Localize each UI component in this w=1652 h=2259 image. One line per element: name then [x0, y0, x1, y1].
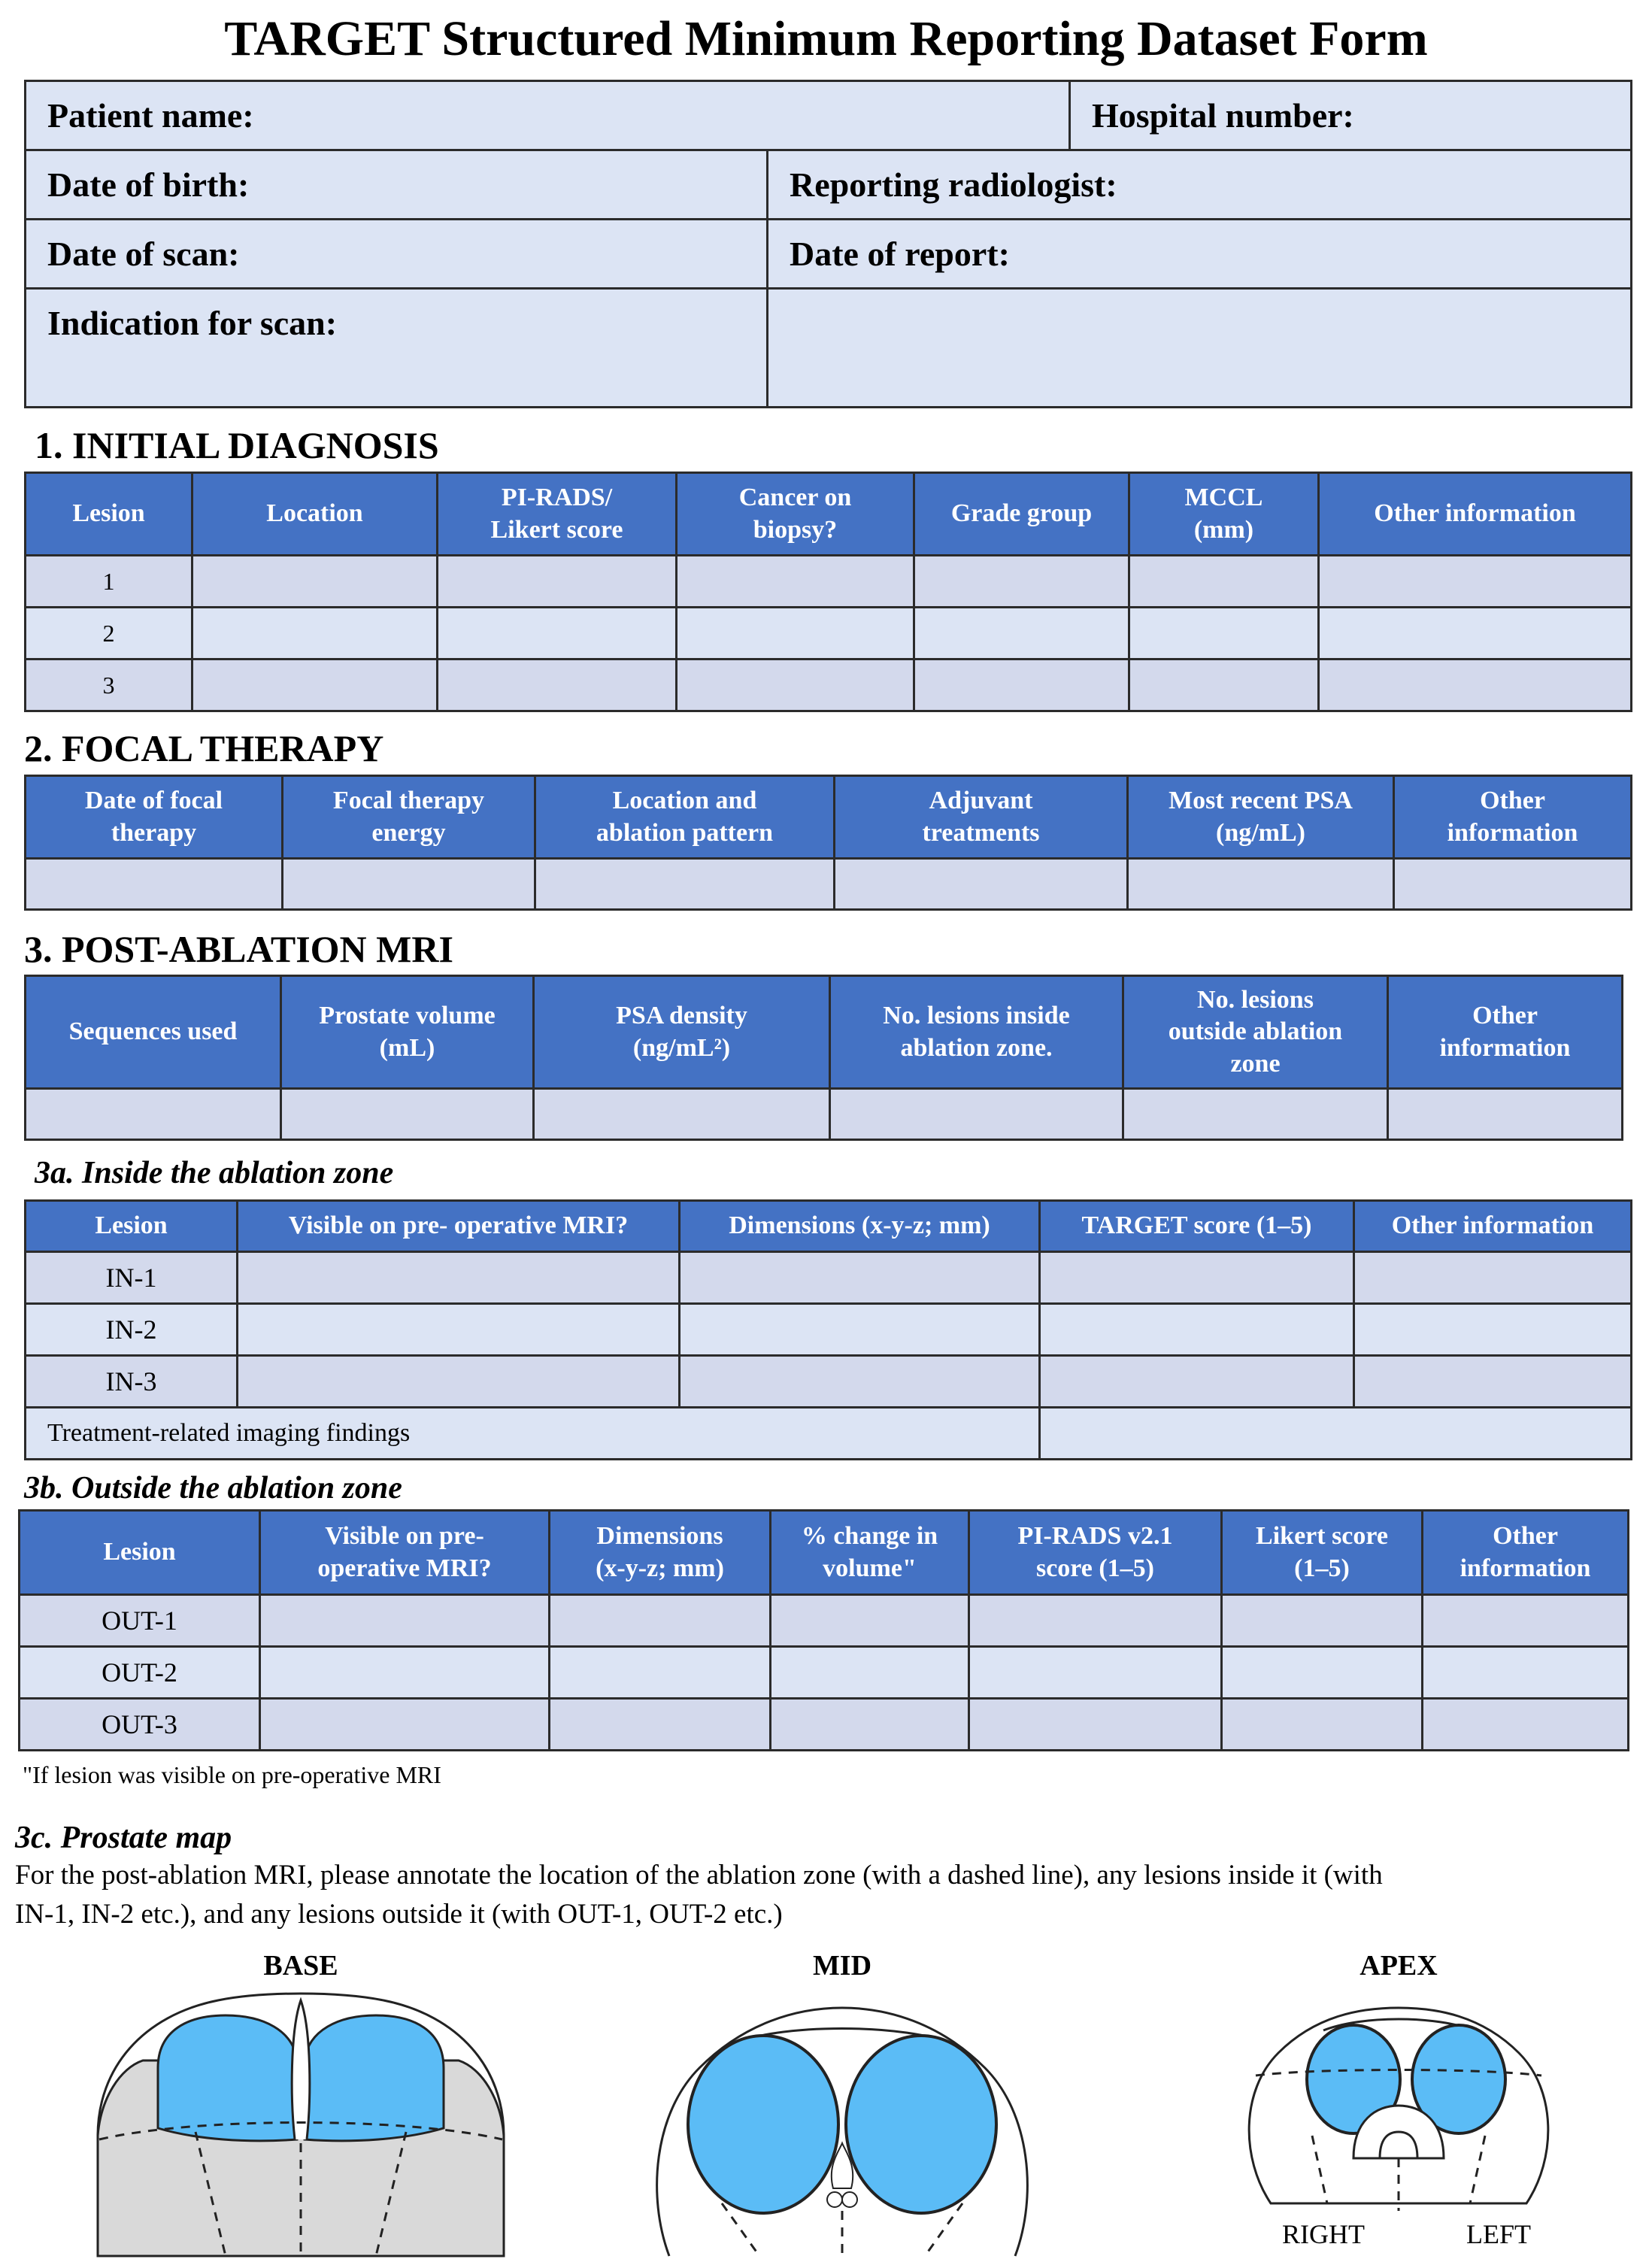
table-row	[26, 608, 1632, 660]
s3b-header-other: Other information	[1423, 1511, 1629, 1595]
s1-cell[interactable]	[1129, 556, 1319, 608]
s3-header-sequences: Sequences used	[26, 976, 281, 1089]
s1-cell[interactable]	[914, 660, 1129, 711]
s3-header-other: Other information	[1388, 976, 1623, 1089]
s3b-header-lesion: Lesion	[20, 1511, 260, 1595]
section-3b-heading: 3b. Outside the ablation zone	[24, 1471, 402, 1505]
section-3a-heading: 3a. Inside the ablation zone	[35, 1156, 394, 1190]
s1-cell[interactable]	[914, 608, 1129, 660]
table-row	[26, 1408, 1632, 1460]
s2-header-date: Date of focal therapy	[26, 776, 283, 859]
s3a-cell[interactable]	[1354, 1252, 1632, 1304]
table-row	[26, 1304, 1632, 1356]
s3a-cell[interactable]	[1040, 1304, 1354, 1356]
s2-cell[interactable]	[26, 859, 283, 910]
s1-header-location: Location	[192, 473, 438, 556]
s1-cell[interactable]	[677, 556, 914, 608]
date-of-birth-label: Date of birth:	[47, 165, 250, 204]
hospital-number-label: Hospital number:	[1092, 96, 1354, 135]
s1-header-grade-group: Grade group	[914, 473, 1129, 556]
s1-cell[interactable]	[1319, 608, 1632, 660]
section-2-heading: 2. FOCAL THERAPY	[24, 727, 384, 769]
table-row	[26, 1089, 1623, 1140]
s3b-row-label: OUT-1	[20, 1595, 260, 1647]
prostate-map-apex[interactable]	[1241, 1985, 1557, 2215]
s1-cell[interactable]	[438, 608, 677, 660]
mid-duct	[827, 2192, 842, 2207]
s3b-cell[interactable]	[550, 1647, 771, 1699]
table-row	[26, 1252, 1632, 1304]
s1-header-lesion: Lesion	[26, 473, 192, 556]
reporting-radiologist-label: Reporting radiologist:	[790, 165, 1117, 204]
s3b-header-change: % change in volume"	[771, 1511, 969, 1595]
prostate-map-mid[interactable]	[647, 1985, 1038, 2259]
s3a-cell[interactable]	[238, 1252, 680, 1304]
indication-label: Indication for scan:	[47, 304, 338, 342]
table-row	[20, 1699, 1629, 1751]
s2-cell[interactable]	[1394, 859, 1632, 910]
s3a-header-visible: Visible on pre- operative MRI?	[238, 1201, 680, 1252]
s3b-header-likert: Likert score (1–5)	[1222, 1511, 1423, 1595]
s3a-row-label: IN-3	[26, 1356, 238, 1408]
s3-header-psa-density: PSA density (ng/mL²)	[534, 976, 830, 1089]
base-left-gland	[158, 2015, 297, 2141]
s1-cell[interactable]	[1319, 660, 1632, 711]
s2-header-other: Other information	[1394, 776, 1632, 859]
table-row	[26, 859, 1632, 910]
s3b-cell[interactable]	[1222, 1647, 1423, 1699]
s1-header-other: Other information	[1319, 473, 1632, 556]
hospital-number-field[interactable]	[1070, 81, 1632, 150]
s3a-row-label: IN-1	[26, 1252, 238, 1304]
s1-row-number: 1	[26, 556, 192, 608]
s3b-cell[interactable]	[969, 1595, 1222, 1647]
s1-cell[interactable]	[677, 660, 914, 711]
table-row	[20, 1595, 1629, 1647]
date-of-birth-field[interactable]	[26, 150, 768, 220]
section-3c-heading: 3c. Prostate map	[15, 1821, 232, 1855]
s3b-cell[interactable]	[550, 1699, 771, 1751]
s3-cell[interactable]	[1388, 1089, 1623, 1140]
treatment-findings-field[interactable]	[1040, 1408, 1632, 1460]
date-of-report-field[interactable]	[768, 220, 1632, 289]
s3b-header-pirads: PI-RADS v2.1 score (1–5)	[969, 1511, 1222, 1595]
s3a-cell[interactable]	[1354, 1356, 1632, 1408]
s3b-row-label: OUT-2	[20, 1647, 260, 1699]
s1-cell[interactable]	[1129, 660, 1319, 711]
s3b-cell[interactable]	[260, 1647, 550, 1699]
s3b-cell[interactable]	[1222, 1699, 1423, 1751]
apex-left-label: LEFT	[1466, 2219, 1531, 2249]
reporting-radiologist-field[interactable]	[768, 150, 1632, 220]
s3b-footnote: "If lesion was visible on pre-operative MRI	[23, 1761, 441, 1788]
s3b-cell[interactable]	[1222, 1595, 1423, 1647]
s2-cell[interactable]	[835, 859, 1128, 910]
apex-right-label: RIGHT	[1282, 2219, 1365, 2249]
s1-cell[interactable]	[438, 660, 677, 711]
s3a-cell[interactable]	[238, 1356, 680, 1408]
s3a-cell[interactable]	[238, 1304, 680, 1356]
s3b-cell[interactable]	[550, 1595, 771, 1647]
s3b-cell[interactable]	[771, 1699, 969, 1751]
s3-header-outside: No. lesions outside ablation zone	[1123, 976, 1388, 1089]
indication-label-cell	[26, 289, 768, 408]
s3b-cell[interactable]	[260, 1699, 550, 1751]
table-row	[26, 556, 1632, 608]
focal-therapy-table	[24, 775, 1632, 911]
s2-header-adjuvant: Adjuvant treatments	[835, 776, 1128, 859]
s3a-cell[interactable]	[1354, 1304, 1632, 1356]
table-row	[26, 1356, 1632, 1408]
map-label-apex: APEX	[1359, 1950, 1438, 1982]
s3a-header-target-score: TARGET score (1–5)	[1040, 1201, 1354, 1252]
s2-header-energy: Focal therapy energy	[283, 776, 535, 859]
prostate-map-base[interactable]	[83, 1985, 519, 2259]
base-right-gland	[305, 2015, 444, 2141]
date-of-scan-label: Date of scan:	[47, 235, 240, 273]
s1-cell[interactable]	[1129, 608, 1319, 660]
s3b-row-label: OUT-3	[20, 1699, 260, 1751]
s1-cell[interactable]	[438, 556, 677, 608]
date-of-scan-field[interactable]	[26, 220, 768, 289]
s2-cell[interactable]	[535, 859, 835, 910]
s1-header-cancer-on-biopsy: Cancer on biopsy?	[677, 473, 914, 556]
s2-header-location: Location and ablation pattern	[535, 776, 835, 859]
s3b-cell[interactable]	[1423, 1699, 1629, 1751]
section-3-heading: 3. POST-ABLATION MRI	[24, 928, 453, 970]
s3-header-inside: No. lesions inside ablation zone.	[830, 976, 1123, 1089]
s3-cell[interactable]	[26, 1089, 281, 1140]
prostate-map-instructions-2: IN-1, IN-2 etc.), and any lesions outside it (with OUT-1, OUT-2 etc.)	[15, 1899, 783, 1930]
section-1-heading: 1. INITIAL DIAGNOSIS	[35, 424, 439, 466]
s1-header-pirads: PI-RADS/ Likert score	[438, 473, 677, 556]
s3a-cell[interactable]	[680, 1304, 1040, 1356]
s2-header-psa: Most recent PSA (ng/mL)	[1128, 776, 1394, 859]
s3b-header-dimensions: Dimensions (x-y-z; mm)	[550, 1511, 771, 1595]
s1-cell[interactable]	[677, 608, 914, 660]
s1-cell[interactable]	[1319, 556, 1632, 608]
post-ablation-mri-table	[24, 975, 1623, 1141]
s1-cell[interactable]	[192, 556, 438, 608]
s3b-cell[interactable]	[1423, 1595, 1629, 1647]
s3b-cell[interactable]	[771, 1595, 969, 1647]
s1-row-number: 3	[26, 660, 192, 711]
mid-duct	[842, 2192, 857, 2207]
date-of-report-label: Date of report:	[790, 235, 1010, 273]
s3-cell[interactable]	[534, 1089, 830, 1140]
s3a-cell[interactable]	[1040, 1252, 1354, 1304]
s3-cell[interactable]	[830, 1089, 1123, 1140]
s1-cell[interactable]	[914, 556, 1129, 608]
s3-cell[interactable]	[281, 1089, 534, 1140]
s3a-header-lesion: Lesion	[26, 1201, 238, 1252]
s3a-cell[interactable]	[680, 1356, 1040, 1408]
s3a-cell[interactable]	[1040, 1356, 1354, 1408]
s1-cell[interactable]	[192, 660, 438, 711]
patient-info-table	[24, 80, 1632, 408]
s2-cell[interactable]	[1128, 859, 1394, 910]
s1-header-mccl: MCCL (mm)	[1129, 473, 1319, 556]
s3-header-volume: Prostate volume (mL)	[281, 976, 534, 1089]
s3b-cell[interactable]	[969, 1699, 1222, 1751]
s1-row-number: 2	[26, 608, 192, 660]
prostate-map-instructions-1: For the post-ablation MRI, please annotate the location of the ablation zone (with a dashed line), any lesions inside it (with	[15, 1860, 1383, 1891]
map-label-mid: MID	[812, 1950, 872, 1982]
form-title: TARGET Structured Minimum Reporting Dataset Form	[224, 11, 1428, 66]
treatment-findings-label: Treatment-related imaging findings	[26, 1408, 1040, 1460]
table-row	[20, 1647, 1629, 1699]
s1-cell[interactable]	[192, 608, 438, 660]
s3b-header-visible: Visible on pre- operative MRI?	[260, 1511, 550, 1595]
initial-diagnosis-table	[24, 472, 1632, 712]
s3a-cell[interactable]	[680, 1252, 1040, 1304]
outside-ablation-table	[18, 1509, 1629, 1751]
s3a-header-dimensions: Dimensions (x-y-z; mm)	[680, 1201, 1040, 1252]
table-row	[26, 660, 1632, 711]
s3-cell[interactable]	[1123, 1089, 1388, 1140]
s3b-cell[interactable]	[260, 1595, 550, 1647]
indication-field[interactable]	[768, 289, 1632, 408]
s3a-row-label: IN-2	[26, 1304, 238, 1356]
patient-name-field[interactable]	[26, 81, 1070, 150]
s2-cell[interactable]	[283, 859, 535, 910]
s3b-cell[interactable]	[771, 1647, 969, 1699]
mid-left-gland	[688, 2036, 838, 2213]
s3b-cell[interactable]	[969, 1647, 1222, 1699]
s3a-header-other: Other information	[1354, 1201, 1632, 1252]
patient-name-label: Patient name:	[47, 96, 254, 135]
inside-ablation-table	[24, 1199, 1632, 1460]
s3b-cell[interactable]	[1423, 1647, 1629, 1699]
mid-right-gland	[846, 2036, 996, 2213]
map-label-base: BASE	[263, 1950, 338, 1982]
